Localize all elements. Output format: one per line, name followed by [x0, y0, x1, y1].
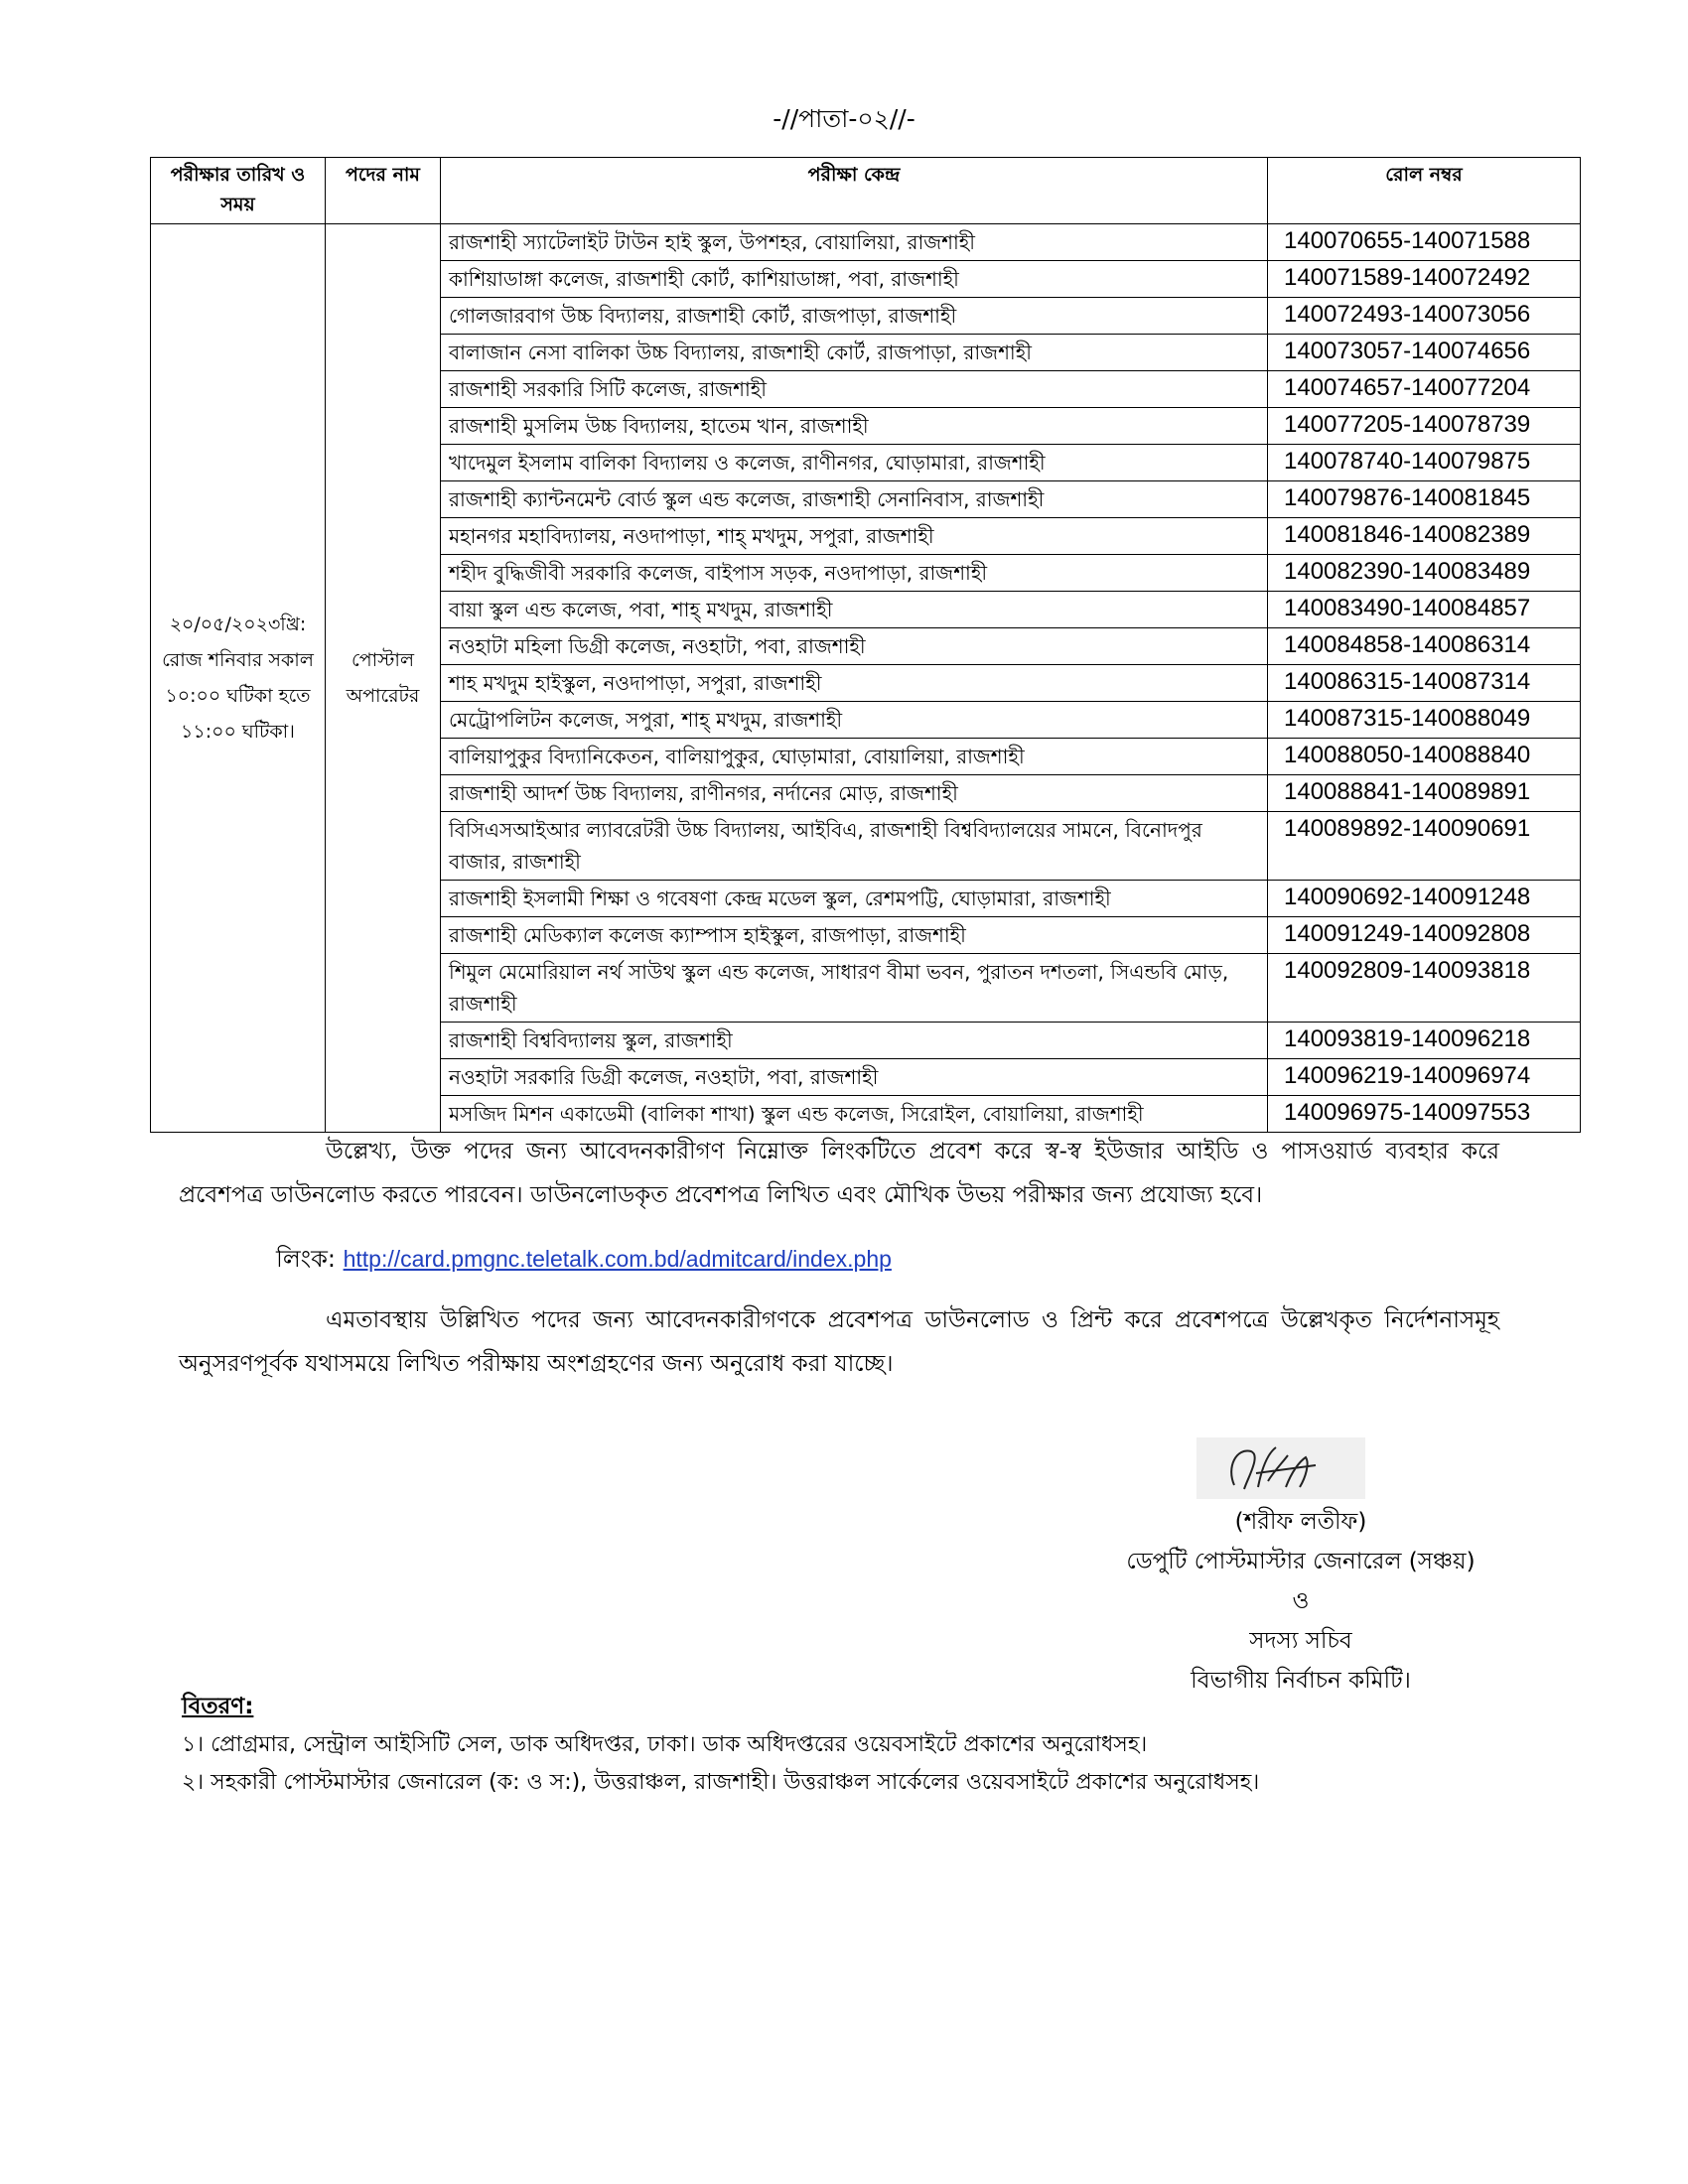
- distribution-item-2: ২। সহকারী পোস্টমাস্টার জেনারেল (ক: ও স:), উত্তরাঞ্চল, রাজশাহী। উত্তরাঞ্চল সার্কেলের ওয়েবসাইটে প্রকাশের অনুরোধসহ।: [182, 1770, 1260, 1795]
- signatory-conjunction: ও: [1292, 1588, 1310, 1614]
- exam-center-name: রাজশাহী ক্যান্টনমেন্ট বোর্ড স্কুল এন্ড কলেজ, রাজশাহী সেনানিবাস, রাজশাহী: [441, 481, 1268, 518]
- roll-range: 140082390-140083489: [1268, 555, 1581, 592]
- distribution-item-1: ১। প্রোগ্রমার, সেন্ট্রাল আইসিটি সেল, ডাক অধিদপ্তর, ঢাকা। ডাক অধিদপ্তরের ওয়েবসাইটে প্রকাশের অনুরোধসহ।: [182, 1732, 1148, 1757]
- roll-range: 140079876-140081845: [1268, 481, 1581, 518]
- table-body: [151, 224, 1581, 1133]
- distribution-title: বিতরণ:: [182, 1694, 254, 1719]
- admit-card-link[interactable]: http://card.pmgnc.teletalk.com.bd/admitcard/index.php: [343, 1246, 892, 1272]
- roll-range: 140078740-140079875: [1268, 445, 1581, 481]
- signatory-designation: ডেপুটি পোস্টমাস্টার জেনারেল (সঞ্চয়): [1126, 1549, 1476, 1574]
- exam-center-name: গোলজারবাগ উচ্চ বিদ্যালয়, রাজশাহী কোর্ট, রাজপাড়া, রাজশাহী: [441, 298, 1268, 335]
- exam-center-name: রাজশাহী আদর্শ উচ্চ বিদ্যালয়, রাণীনগর, নর্দানের মোড়, রাজশাহী: [441, 775, 1268, 812]
- page-number-header: -//পাতা-০২//-: [773, 104, 915, 133]
- header-exam-center: পরীক্ষা কেন্দ্র: [441, 158, 1268, 224]
- signature-image: [1196, 1437, 1365, 1499]
- exam-center-name: শাহ মখদুম হাইস্কুল, নওদাপাড়া, সপুরা, রাজশাহী: [441, 665, 1268, 702]
- exam-center-name: কাশিয়াডাঙ্গা কলেজ, রাজশাহী কোর্ট, কাশিয়াডাঙ্গা, পবা, রাজশাহী: [441, 261, 1268, 298]
- roll-range: 140074657-140077204: [1268, 371, 1581, 408]
- roll-range: 140073057-140074656: [1268, 335, 1581, 371]
- roll-range: 140083490-140084857: [1268, 592, 1581, 628]
- exam-center-name: রাজশাহী মুসলিম উচ্চ বিদ্যালয়, হাতেম খান, রাজশাহী: [441, 408, 1268, 445]
- exam-center-name: মসজিদ মিশন একাডেমী (বালিকা শাখা) স্কুল এন্ড কলেজ, সিরোইল, বোয়ালিয়া, রাজশাহী: [441, 1096, 1268, 1133]
- exam-center-name: বালাজান নেসা বালিকা উচ্চ বিদ্যালয়, রাজশাহী কোর্ট, রাজপাড়া, রাজশাহী: [441, 335, 1268, 371]
- roll-range: 140088050-140088840: [1268, 739, 1581, 775]
- instruction-paragraph: উল্লেখ্য, উক্ত পদের জন্য আবেদনকারীগণ নিম্নোক্ত লিংকটিতে প্রবেশ করে স্ব-স্ব ইউজার আইডি ও পাসওয়ার্ড ব্যবহার করে প্রবেশপত্র ডাউনলোড করতে পারবেন। ডাউনলোডকৃত প্রবেশপত্র লিখিত এবং মৌখিক উভয় পরীক্ষার জন্য প্রযোজ্য হবে।: [179, 1139, 1499, 1208]
- exam-center-name: নওহাটা মহিলা ডিগ্রী কলেজ, নওহাটা, পবা, রাজশাহী: [441, 628, 1268, 665]
- exam-center-name: রাজশাহী ইসলামী শিক্ষা ও গবেষণা কেন্দ্র মডেল স্কুল, রেশমপট্টি, ঘোড়ামারা, রাজশাহী: [441, 881, 1268, 917]
- table-header-row: [151, 158, 1581, 224]
- admit-card-link-line: [276, 1241, 892, 1281]
- post-name: পোস্টাল অপারেটর: [326, 224, 441, 1133]
- roll-range: 140077205-140078739: [1268, 408, 1581, 445]
- roll-range: 140089892-140090691: [1268, 812, 1581, 881]
- exam-center-name: বালিয়াপুকুর বিদ্যানিকেতন, বালিয়াপুকুর, ঘোড়ামারা, বোয়ালিয়া, রাজশাহী: [441, 739, 1268, 775]
- roll-range: 140088841-140089891: [1268, 775, 1581, 812]
- roll-range: 140096975-140097553: [1268, 1096, 1581, 1133]
- exam-center-name: বিসিএসআইআর ল্যাবরেটরী উচ্চ বিদ্যালয়, আইবিএ, রাজশাহী বিশ্ববিদ্যালয়ের সামনে, বিনোদপুর বাজার, রাজশাহী: [441, 812, 1268, 881]
- exam-center-name: রাজশাহী বিশ্ববিদ্যালয় স্কুল, রাজশাহী: [441, 1023, 1268, 1059]
- signatory-committee: বিভাগীয় নির্বাচন কমিটি।: [1191, 1668, 1411, 1694]
- roll-range: 140086315-140087314: [1268, 665, 1581, 702]
- roll-range: 140081846-140082389: [1268, 518, 1581, 555]
- exam-center-name: মেট্রোপলিটন কলেজ, সপুরা, শাহ্ মখদুম, রাজশাহী: [441, 702, 1268, 739]
- exam-center-table: [150, 157, 1581, 1133]
- link-label: লিংক:: [276, 1245, 336, 1273]
- roll-range: 140070655-140071588: [1268, 224, 1581, 261]
- exam-center-name: রাজশাহী সরকারি সিটি কলেজ, রাজশাহী: [441, 371, 1268, 408]
- signatory-name: (শরীফ লতীফ): [1234, 1509, 1367, 1535]
- request-paragraph: এমতাবস্থায় উল্লিখিত পদের জন্য আবেদনকারীগণকে প্রবেশপত্র ডাউনলোড ও প্রিন্ট করে প্রবেশপত্রে উল্লেখকৃত নির্দেশনাসমূহ অনুসরণপূর্বক যথাসময়ে লিখিত পরীক্ষায় অংশগ্রহণের জন্য অনুরোধ করা যাচ্ছে।: [179, 1307, 1499, 1377]
- header-post-name: পদের নাম: [326, 158, 441, 224]
- exam-center-name: খাদেমুল ইসলাম বালিকা বিদ্যালয় ও কলেজ, রাণীনগর, ঘোড়ামারা, রাজশাহী: [441, 445, 1268, 481]
- signatory-role: সদস্য সচিব: [1249, 1628, 1352, 1654]
- roll-range: 140071589-140072492: [1268, 261, 1581, 298]
- roll-range: 140091249-140092808: [1268, 917, 1581, 954]
- roll-range: 140084858-140086314: [1268, 628, 1581, 665]
- header-roll-number: রোল নম্বর: [1268, 158, 1581, 224]
- roll-range: 140092809-140093818: [1268, 954, 1581, 1023]
- exam-center-name: নওহাটা সরকারি ডিগ্রী কলেজ, নওহাটা, পবা, রাজশাহী: [441, 1059, 1268, 1096]
- exam-center-name: রাজশাহী স্যাটেলাইট টাউন হাই স্কুল, উপশহর, বোয়ালিয়া, রাজশাহী: [441, 224, 1268, 261]
- roll-range: 140096219-140096974: [1268, 1059, 1581, 1096]
- exam-center-name: রাজশাহী মেডিক্যাল কলেজ ক্যাম্পাস হাইস্কুল, রাজপাড়া, রাজশাহী: [441, 917, 1268, 954]
- table-row: [151, 224, 1581, 261]
- roll-range: 140072493-140073056: [1268, 298, 1581, 335]
- exam-date-time: ২০/০৫/২০২৩খ্রি: রোজ শনিবার সকাল ১০:০০ ঘটিকা হতে ১১:০০ ঘটিকা।: [151, 224, 326, 1133]
- roll-range: 140093819-140096218: [1268, 1023, 1581, 1059]
- exam-center-name: বায়া স্কুল এন্ড কলেজ, পবা, শাহ্ মখদুম, রাজশাহী: [441, 592, 1268, 628]
- exam-center-name: মহানগর মহাবিদ্যালয়, নওদাপাড়া, শাহ্ মখদুম, সপুরা, রাজশাহী: [441, 518, 1268, 555]
- exam-center-name: শহীদ বুদ্ধিজীবী সরকারি কলেজ, বাইপাস সড়ক, নওদাপাড়া, রাজশাহী: [441, 555, 1268, 592]
- header-date-time: পরীক্ষার তারিখ ও সময়: [151, 158, 326, 224]
- roll-range: 140087315-140088049: [1268, 702, 1581, 739]
- exam-center-name: শিমুল মেমোরিয়াল নর্থ সাউথ স্কুল এন্ড কলেজ, সাধারণ বীমা ভবন, পুরাতন দশতলা, সিএন্ডবি মোড়, রাজশাহী: [441, 954, 1268, 1023]
- roll-range: 140090692-140091248: [1268, 881, 1581, 917]
